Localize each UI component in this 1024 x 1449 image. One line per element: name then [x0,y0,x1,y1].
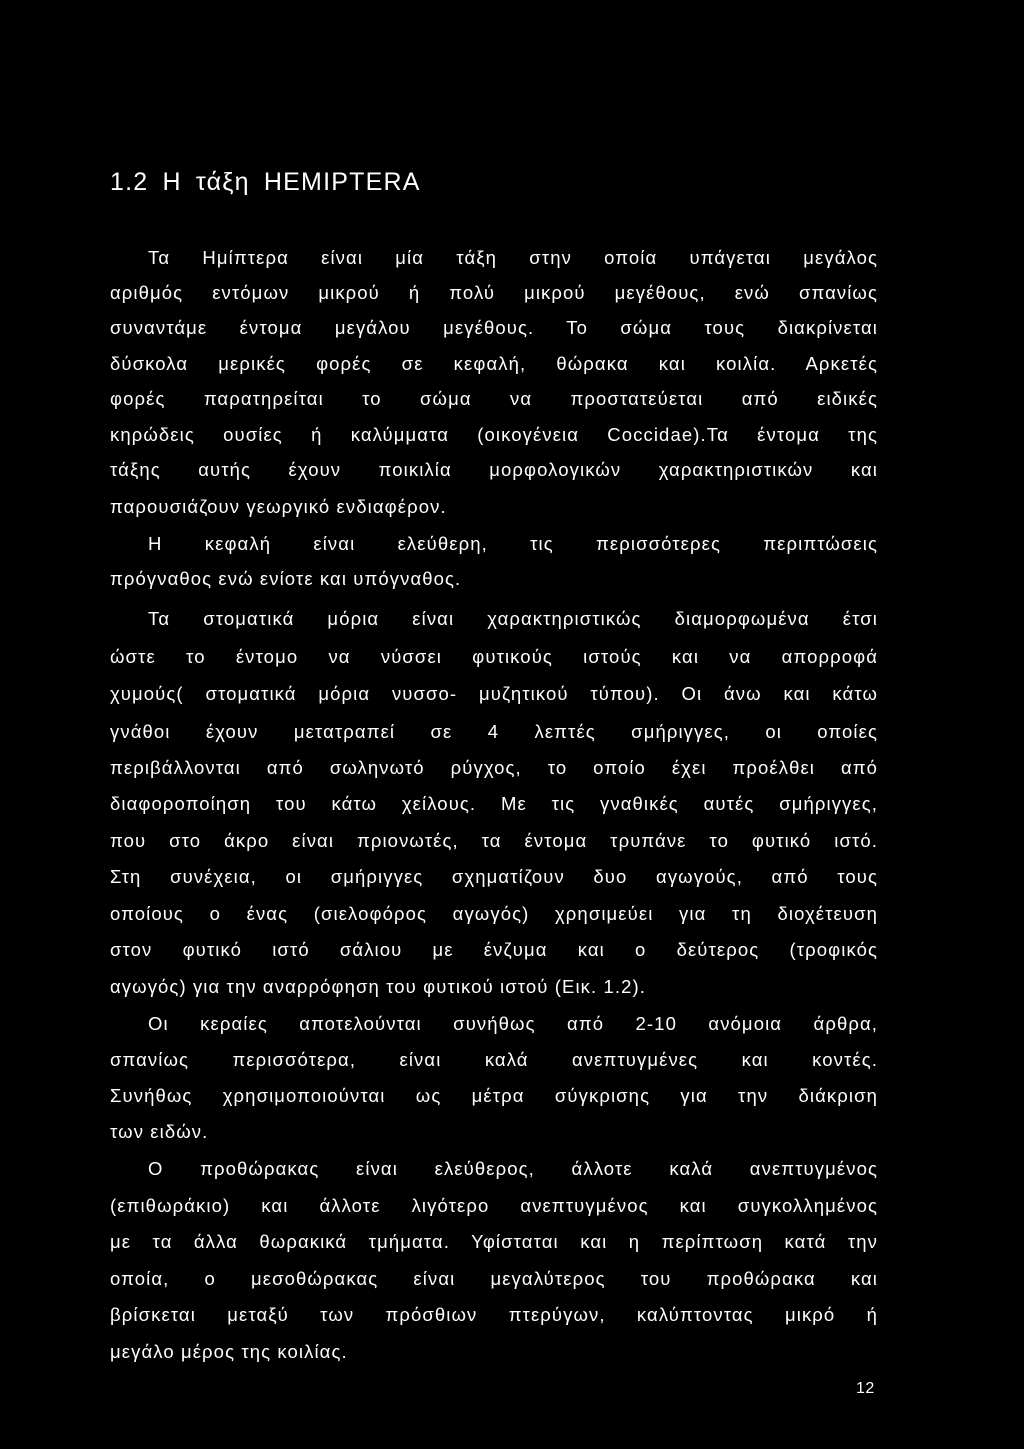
text-line: παρουσιάζουν γεωργικό ενδιαφέρον. [110,496,447,517]
text-line: Στη συνέχεια, οι σμήριγγες σχηματίζουν δυο αγωγούς, από τους [110,866,878,887]
text-line: Ο προθώρακας είναι ελεύθερος, άλλοτε καλά ανεπτυγμένος [148,1158,878,1179]
text-line: με τα άλλα θωρακικά τμήματα. Υφίσταται και η περίπτωση κατά την [110,1231,878,1252]
text-line: γνάθοι έχουν μετατραπεί σε 4 λεπτές σμήριγγες, οι οποίες [110,721,878,742]
page-number: 12 [856,1380,875,1397]
text-line: περιβάλλονται από σωληνωτό ρύγχος, το οποίο έχει προέλθει από [110,757,878,778]
text-line: συναντάμε έντομα μεγάλου μεγέθους. Το σώμα τους διακρίνεται [110,317,878,338]
text-line: αγωγός) για την αναρρόφηση του φυτικού ιστού (Εικ. 1.2). [110,976,647,997]
text-line: Τα Ημίπτερα είναι μία τάξη στην οποία υπάγεται μεγάλος [148,247,878,268]
text-line: πρόγναθος ενώ ενίοτε και υπόγναθος. [110,568,462,589]
text-line: Τα στοματικά μόρια είναι χαρακτηριστικώς διαμορφωμένα έτσι [148,608,878,629]
text-line: οποία, ο μεσοθώρακας είναι μεγαλύτερος του προθώρακα και [110,1268,878,1289]
text-line: φορές παρατηρείται το σώμα να προστατεύεται από ειδικές [110,388,878,409]
text-line: βρίσκεται μεταξύ των πρόσθιων πτερύγων, καλύπτοντας μικρό ή [110,1304,878,1325]
text-line: δύσκολα μερικές φορές σε κεφαλή, θώρακα και κοιλία. Αρκετές [110,353,878,374]
text-line: στον φυτικό ιστό σάλιου με ένζυμα και ο δεύτερος (τροφικός [110,939,878,960]
text-line: κηρώδεις ουσίες ή καλύμματα (οικογένεια Coccidae).Τα έντομα της [110,424,878,445]
text-line: διαφοροποίηση του κάτω χείλους. Με τις γναθικές αυτές σμήριγγες, [110,793,878,814]
section-heading: 1.2 Η τάξη HEMIPTERA [110,168,421,196]
text-line: που στο άκρο είναι πριονωτές, τα έντομα τρυπάνε το φυτικό ιστό. [110,830,878,851]
text-line: αριθμός εντόμων μικρού ή πολύ μικρού μεγέθους, ενώ σπανίως [110,282,878,303]
text-line: Οι κεραίες αποτελούνται συνήθως από 2-10 ανόμοια άρθρα, [148,1013,878,1034]
text-line: των ειδών. [110,1121,209,1142]
text-line: χυμούς( στοματικά μόρια νυσσο- μυζητικού τύπου). Οι άνω και κάτω [110,683,878,704]
text-line: οποίους ο ένας (σιελοφόρος αγωγός) χρησιμεύει για τη διοχέτευση [110,903,878,924]
text-line: τάξης αυτής έχουν ποικιλία μορφολογικών χαρακτηριστικών και [110,459,878,480]
text-line: Η κεφαλή είναι ελεύθερη, τις περισσότερες περιπτώσεις [148,533,878,554]
text-line: (επιθωράκιο) και άλλοτε λιγότερο ανεπτυγμένος και συγκολλημένος [110,1195,878,1216]
text-line: ώστε το έντομο να νύσσει φυτικούς ιστούς και να απορροφά [110,646,878,667]
text-line: σπανίως περισσότερα, είναι καλά ανεπτυγμένες και κοντές. [110,1049,878,1070]
text-line: μεγάλο μέρος της κοιλίας. [110,1341,348,1362]
text-line: Συνήθως χρησιμοποιούνται ως μέτρα σύγκρισης για την διάκριση [110,1085,878,1106]
